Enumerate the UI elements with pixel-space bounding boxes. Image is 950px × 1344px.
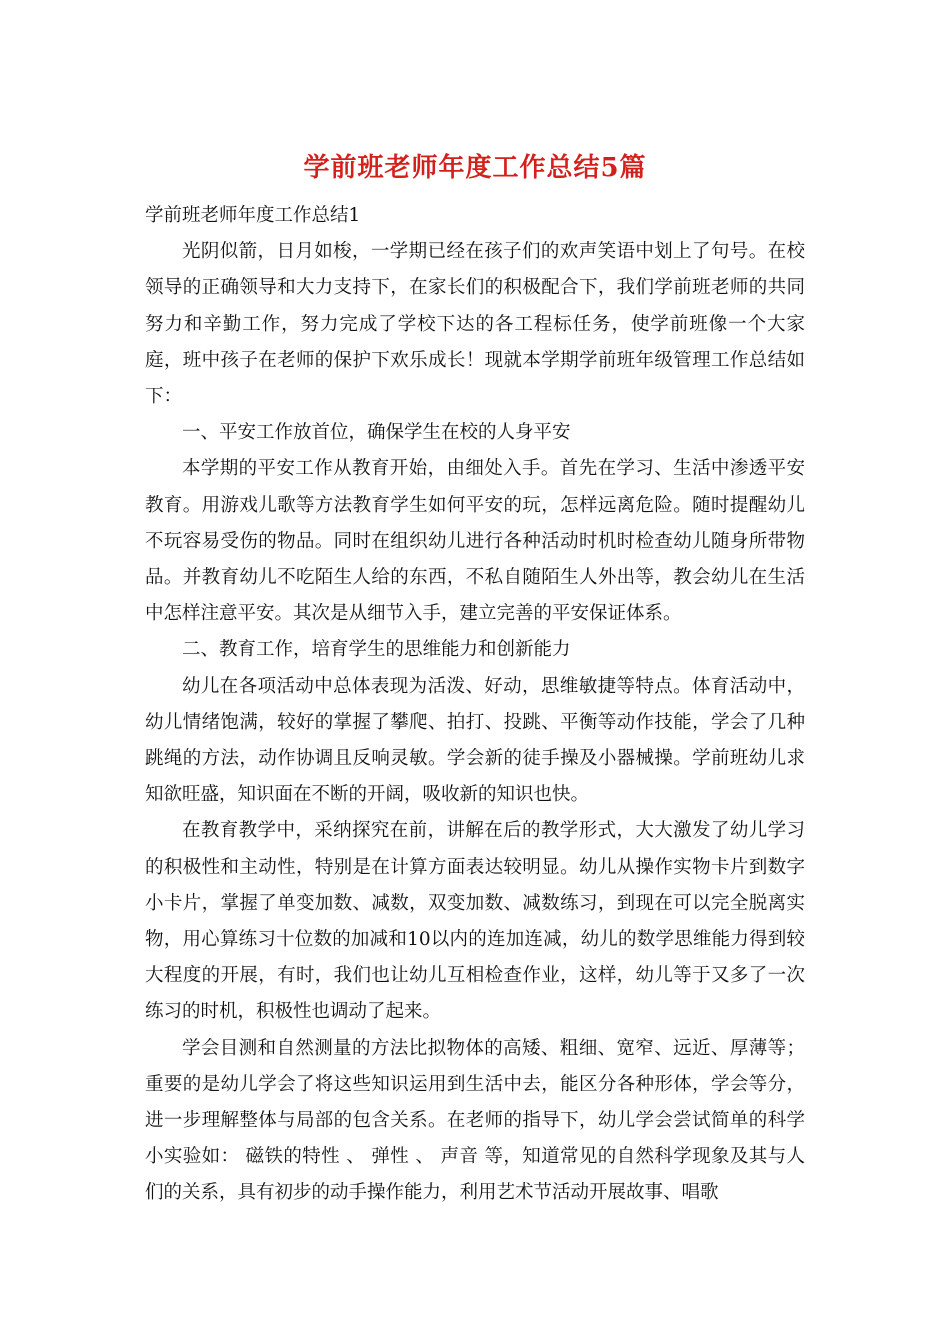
intro-paragraph: 光阴似箭，日月如梭，一学期已经在孩子们的欢声笑语中划上了句号。在校领导的正确领导和大力支持下，在家长们的积极配合下，我们学前班老师的共同努力和辛勤工作，努力完成了学校下达的各工程标任务，使学前班像一个大家庭，班中孩子在老师的保护下欢乐成长！现就本学期学前班年级管理工作总结如下： [145,241,805,408]
section-subtitle: 学前班老师年度工作总结1 [145,205,361,226]
document-title: 学前班老师年度工作总结5篇 [303,153,647,183]
document-body [145,198,805,1212]
teaching-paragraph: 在教育教学中，采纳探究在前，讲解在后的教学形式，大大激发了幼儿学习的积极性和主动性，特别是在计算方面表达较明显。幼儿从操作实物卡片到数字小卡片，掌握了单变加数、减数，双变加数、减数练习，到现在可以完全脱离实物，用心算练习十位数的加减和10以内的连加连减，幼儿的数学思维能力得到较大程度的开展，有时，我们也让幼儿互相检查作业，这样，幼儿等于又多了一次练习的时机，积极性也调动了起来。 [145,820,805,1023]
heading-education: 二、教育工作，培育学生的思维能力和创新能力 [182,639,571,661]
heading-safety: 一、平安工作放首位，确保学生在校的人身平安 [182,422,571,444]
measurement-paragraph: 学会目测和自然测量的方法比拟物体的高矮、粗细、宽窄、远近、厚薄等；重要的是幼儿学会了将这些知识运用到生活中去，能区分各种形体，学会等分，进一步理解整体与局部的包含关系。在老师的指导下，幼儿学会尝试简单的科学小实验如： 磁铁的特性 、 弹性 、 声音 等，知道常见的自然科学现象及其与人们的关系，具有初步的动手操作能力，利用艺术节活动开展故事、唱歌 [145,1037,805,1204]
safety-paragraph: 本学期的平安工作从教育开始，由细处入手。首先在学习、生活中渗透平安教育。用游戏儿歌等方法教育学生如何平安的玩，怎样远离危险。随时提醒幼儿不玩容易受伤的物品。同时在组织幼儿进行各种活动时机时检查幼儿随身所带物品。并教育幼儿不吃陌生人给的东西，不私自随陌生人外出等，教会幼儿在生活中怎样注意平安。其次是从细节入手，建立完善的平安保证体系。 [145,458,805,625]
activities-paragraph: 幼儿在各项活动中总体表现为活泼、好动，思维敏捷等特点。体育活动中，幼儿情绪饱满，较好的掌握了攀爬、拍打、投跳、平衡等动作技能，学会了几种跳绳的方法，动作协调且反响灵敏。学会新的徒手操及小器械操。学前班幼儿求知欲旺盛，知识面在不断的开阔，吸收新的知识也快。 [145,675,805,806]
